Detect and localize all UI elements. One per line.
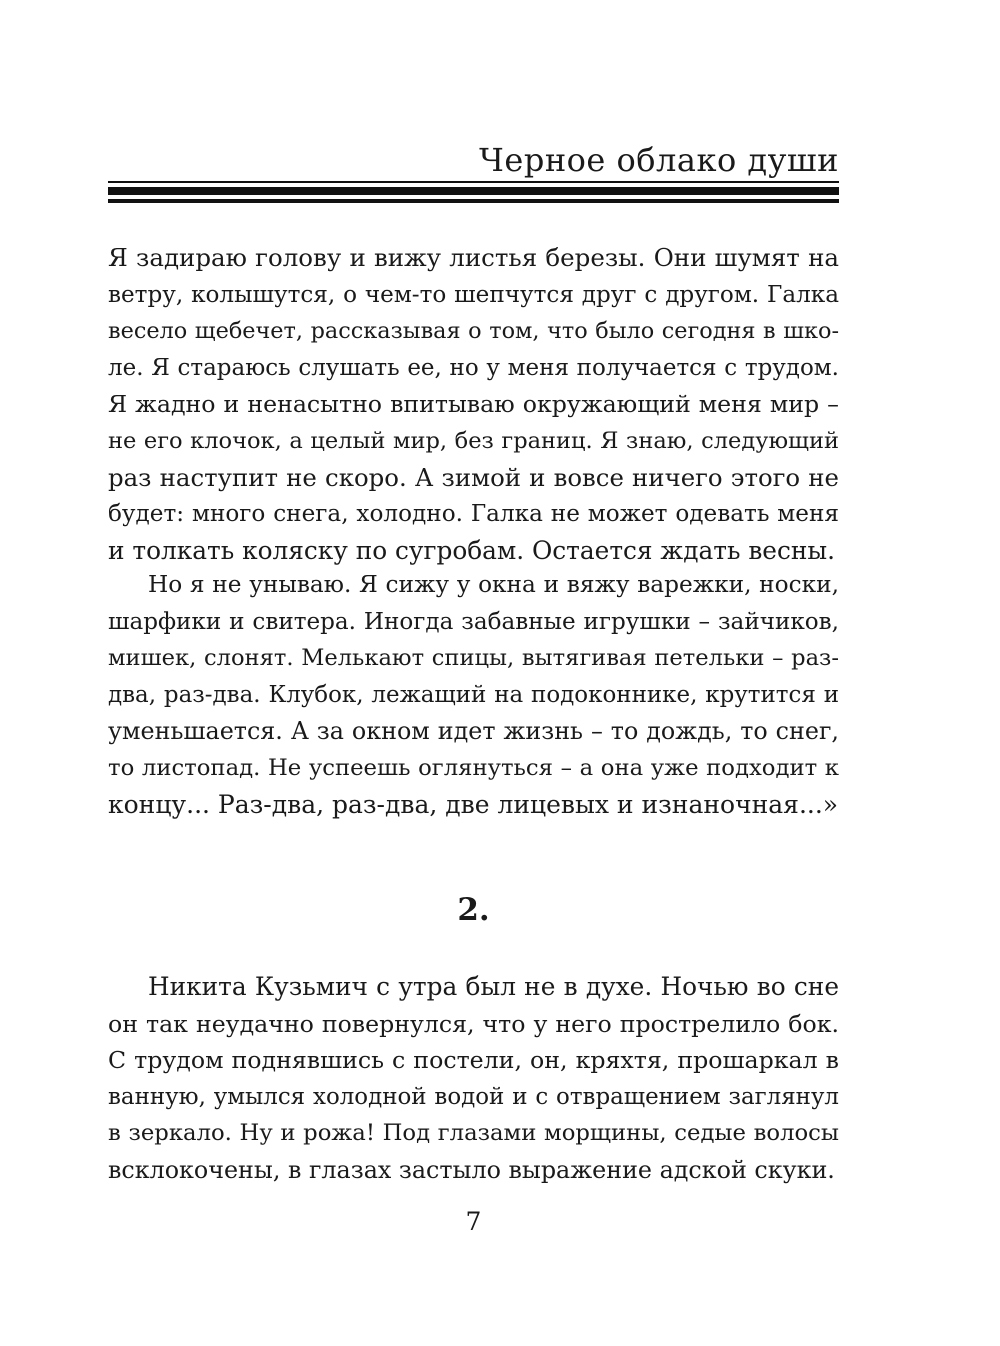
- text-line: в зеркало. Ну и рожа! Под глазами морщины, седые волосы: [108, 1120, 839, 1147]
- text-line: С трудом поднявшись с постели, он, кряхтя, прошаркал в: [108, 1046, 839, 1075]
- text-line: мишек, слонят. Мелькают спицы, вытягивая петельки – раз-: [108, 645, 839, 672]
- text-line: два, раз-два. Клубок, лежащий на подоконнике, крутится и: [108, 681, 839, 708]
- text-line: он так неудачно повернулся, что у него прострелило бок.: [108, 1009, 839, 1038]
- text-line: и толкать коляску по сугробам. Остается ждать весны.: [108, 535, 835, 565]
- chapter-number: 2.: [457, 892, 490, 928]
- text-line: концу... Раз-два, раз-два, две лицевых и изнаночная...»: [108, 789, 839, 819]
- text-line: не его клочок, а целый мир, без границ. Я знаю, следующий: [108, 427, 839, 454]
- text-line: уменьшается. А за окном идет жизнь – то дождь, то снег,: [108, 717, 839, 746]
- text-line: то листопад. Не успеешь оглянуться – а она уже подходит к: [108, 754, 839, 781]
- text-line: Я жадно и ненасытно впитываю окружающий меня мир –: [108, 390, 839, 419]
- paragraph-2: [108, 567, 839, 823]
- header-rules: [108, 181, 839, 203]
- paragraph-3: [108, 969, 839, 1189]
- text-line: ле. Я стараюсь слушать ее, но у меня получается с трудом.: [108, 354, 839, 381]
- rule-medium: [108, 199, 839, 203]
- rule-thin: [108, 181, 839, 183]
- text-line: Но я не унываю. Я сижу у окна и вяжу варежки, носки,: [148, 571, 839, 598]
- text-line: раз наступит не скоро. А зимой и вовсе ничего этого не: [108, 462, 839, 492]
- running-title: Черное облако души: [479, 141, 839, 179]
- page-number: 7: [465, 1207, 482, 1236]
- rule-thick: [108, 187, 839, 195]
- text-line: шарфики и свитера. Иногда забавные игрушки – зайчиков,: [108, 608, 839, 635]
- text-line: Я задираю голову и вижу листья березы. Они шумят на: [108, 243, 839, 272]
- text-line: всклокочены, в глазах застыло выражение адской скуки.: [108, 1155, 835, 1184]
- text-line: ветру, колышутся, о чем-то шепчутся друг с другом. Галка: [108, 281, 839, 308]
- text-line: Никита Кузьмич с утра был не в духе. Ночью во сне: [148, 972, 839, 1001]
- paragraph-1: [108, 240, 839, 569]
- text-line: будет: много снега, холодно. Галка не может одевать меня: [108, 501, 839, 528]
- text-line: весело щебечет, рассказывая о том, что было сегодня в шко-: [108, 318, 839, 345]
- text-line: ванную, умылся холодной водой и с отвращением заглянул: [108, 1083, 839, 1110]
